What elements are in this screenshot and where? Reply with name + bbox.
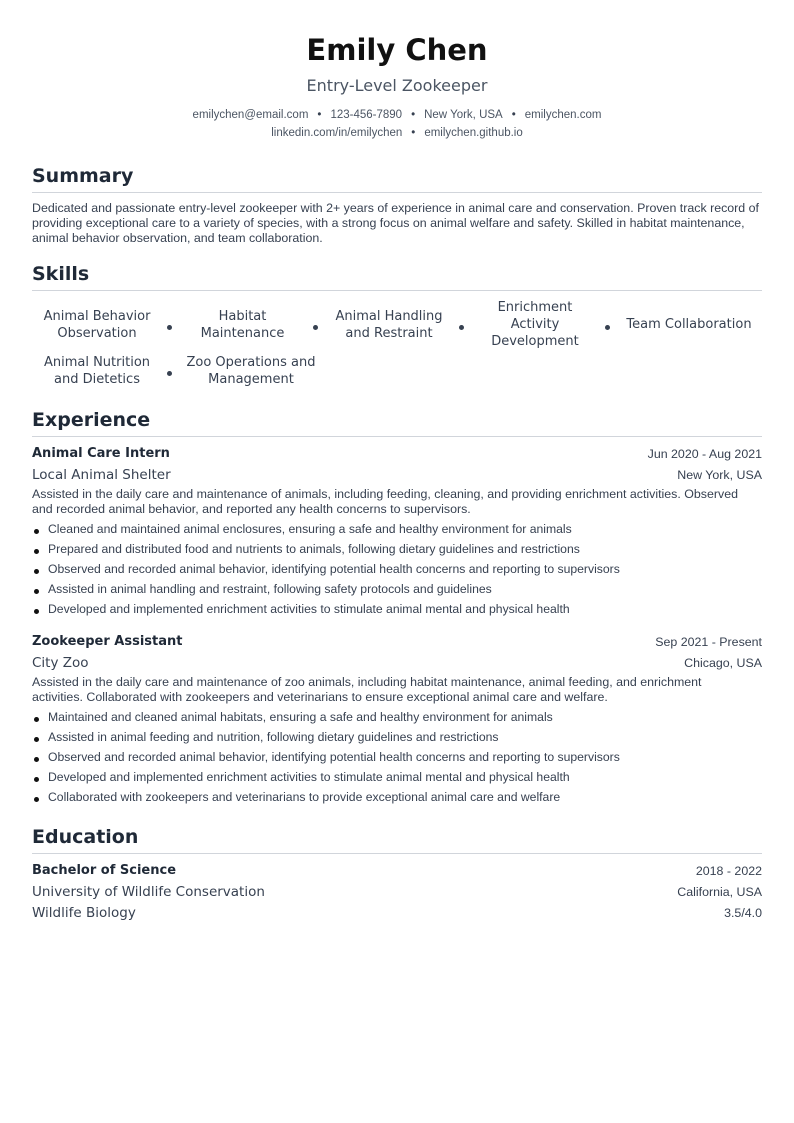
job-title: Zookeeper Assistant bbox=[32, 634, 183, 649]
school-location: California, USA bbox=[677, 885, 762, 899]
phone-text: 123-456-7890 bbox=[330, 109, 403, 121]
bullet-dot bbox=[34, 717, 39, 722]
bullet-dot bbox=[34, 569, 39, 574]
bullet-dot bbox=[34, 609, 39, 614]
job-title: Animal Care Intern bbox=[32, 446, 170, 461]
location-text: New York, USA bbox=[424, 109, 503, 121]
skill-separator-dot bbox=[459, 325, 464, 330]
skills-heading: Skills bbox=[32, 263, 90, 285]
linkedin-link[interactable]: linkedin.com/in/emilychen bbox=[271, 127, 403, 139]
bullet-text: Assisted in animal handling and restraint, following safety protocols and guidelines bbox=[48, 582, 492, 596]
bullet-text: Collaborated with zookeepers and veterinarians to provide exceptional animal care and welfare bbox=[48, 790, 561, 804]
skill-item: Habitat Maintenance bbox=[200, 309, 285, 341]
bullet-dot bbox=[34, 529, 39, 534]
separator-dot: • bbox=[411, 127, 416, 139]
candidate-name: Emily Chen bbox=[306, 33, 488, 67]
job-dates: Jun 2020 - Aug 2021 bbox=[647, 447, 762, 461]
contact-line-1 bbox=[0, 108, 794, 122]
job-location: Chicago, USA bbox=[684, 656, 762, 670]
candidate-title: Entry-Level Zookeeper bbox=[306, 76, 488, 95]
skill-item: Zoo Operations and Management bbox=[186, 355, 316, 387]
school-name: University of Wildlife Conservation bbox=[32, 884, 265, 900]
section-divider bbox=[32, 436, 762, 437]
bullet-text: Observed and recorded animal behavior, identifying potential health concerns and reporting to supervisors bbox=[48, 562, 620, 576]
github-link[interactable]: emilychen.github.io bbox=[424, 127, 523, 139]
bullet-text: Developed and implemented enrichment activities to stimulate animal mental and physical health bbox=[48, 770, 570, 784]
bullet-text: Maintained and cleaned animal habitats, ensuring a safe and healthy environment for animals bbox=[48, 710, 553, 724]
bullet-text: Assisted in animal feeding and nutrition, following dietary guidelines and restrictions bbox=[48, 730, 499, 744]
skill-separator-dot bbox=[313, 325, 318, 330]
education-heading: Education bbox=[32, 826, 139, 848]
bullet-dot bbox=[34, 777, 39, 782]
skill-separator-dot bbox=[167, 371, 172, 376]
bullet-dot bbox=[34, 549, 39, 554]
skill-item: Animal Behavior Observation bbox=[43, 309, 151, 341]
skill-item: Animal Nutrition and Dietetics bbox=[43, 355, 151, 387]
job-location: New York, USA bbox=[677, 468, 762, 482]
job-dates: Sep 2021 - Present bbox=[655, 635, 762, 649]
job-company: Local Animal Shelter bbox=[32, 467, 171, 483]
experience-heading: Experience bbox=[32, 409, 151, 431]
contact-line-2 bbox=[0, 126, 794, 140]
bullet-text: Observed and recorded animal behavior, identifying potential health concerns and reporting to supervisors bbox=[48, 750, 620, 764]
separator-dot: • bbox=[411, 109, 416, 121]
section-divider bbox=[32, 290, 762, 291]
summary-heading: Summary bbox=[32, 165, 134, 187]
bullet-text: Cleaned and maintained animal enclosures, ensuring a safe and healthy environment for animals bbox=[48, 522, 572, 536]
bullet-dot bbox=[34, 757, 39, 762]
section-divider bbox=[32, 853, 762, 854]
skill-item: Team Collaboration bbox=[626, 317, 752, 332]
email-link[interactable]: emilychen@email.com bbox=[192, 109, 309, 121]
bullet-text: Prepared and distributed food and nutrients to animals, following dietary guidelines and restrictions bbox=[48, 542, 580, 556]
bullet-dot bbox=[34, 797, 39, 802]
skill-item: Enrichment Activity Development bbox=[491, 300, 579, 349]
section-divider bbox=[32, 192, 762, 193]
bullet-dot bbox=[34, 589, 39, 594]
job-description: Assisted in the daily care and maintenance of zoo animals, including habitat maintenance, animal feeding, and enrichment activities. Collaborated with zookeepers and veterinarians to ensure exceptional animal care and welfare. bbox=[32, 675, 702, 704]
separator-dot: • bbox=[511, 109, 516, 121]
summary-text: Dedicated and passionate entry-level zookeeper with 2+ years of experience in animal care and conservation. Proven track record of providing exceptional care to a variety of species, with a strong focus on animal welfare and safety. Skilled in habitat maintenance, animal behavior observation, and team collaboration. bbox=[32, 201, 759, 245]
bullet-dot bbox=[34, 737, 39, 742]
job-description: Assisted in the daily care and maintenance of animals, including feeding, cleaning, and providing enrichment activities. Observed and recorded animal behavior, and reported any health concerns to supervisors. bbox=[32, 487, 738, 516]
degree-title: Bachelor of Science bbox=[32, 863, 177, 878]
skill-separator-dot bbox=[167, 325, 172, 330]
job-company: City Zoo bbox=[32, 655, 89, 671]
education-dates: 2018 - 2022 bbox=[695, 864, 762, 878]
skill-item: Animal Handling and Restraint bbox=[335, 309, 443, 341]
separator-dot: • bbox=[317, 109, 322, 121]
bullet-text: Developed and implemented enrichment activities to stimulate animal mental and physical health bbox=[48, 602, 570, 616]
gpa: 3.5/4.0 bbox=[724, 906, 762, 920]
website-link[interactable]: emilychen.com bbox=[524, 109, 602, 121]
field-of-study: Wildlife Biology bbox=[32, 905, 136, 921]
skill-separator-dot bbox=[605, 325, 610, 330]
